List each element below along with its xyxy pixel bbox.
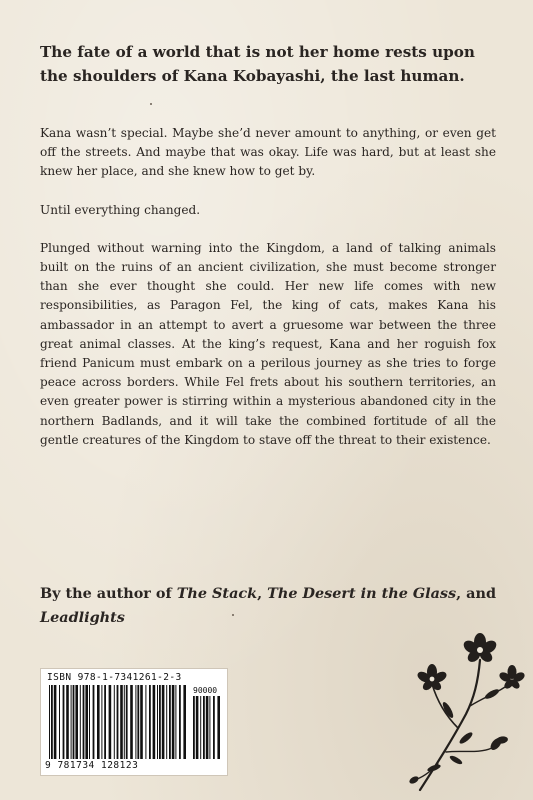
author-credit-prefix: By the author of — [40, 585, 177, 602]
barcode-bar — [89, 685, 90, 759]
barcode-bar — [104, 685, 106, 759]
barcode-bar — [200, 696, 201, 759]
author-credit-separator: , and — [456, 585, 497, 602]
barcode-bar — [63, 685, 65, 759]
barcode-bar — [183, 685, 186, 759]
barcode-bar — [93, 685, 95, 759]
barcode-bar — [162, 685, 165, 759]
price-code: 90000 — [193, 686, 218, 695]
barcode-bar — [130, 685, 133, 759]
barcode-bar — [175, 685, 176, 759]
flower-branch-illustration — [408, 622, 526, 792]
blurb — [40, 124, 496, 469]
barcode-bar — [73, 685, 75, 759]
barcode-bar — [80, 685, 81, 759]
barcode-bar — [179, 685, 181, 759]
cover-tagline: The fate of a world that is not her home rests upon the shoulders of Kana Kobayashi, the last human. — [40, 43, 475, 85]
blurb-paragraph-3: Plunged without warning into the Kingdom, a land of talking animals built on the ruins of an ancient civilization, she must become stronger than she ever thought she could. Her new life comes with new responsibilities, as Paragon Fel, the king of cats, makes Kana his ambassador in an attempt to avert a gruesome war between the three great animal classes. At the king’s request, Kana and her roguish fox friend Panicum must embark on a perilous journey as she tries to forge peace across borders. While Fel frets about his southern territories, an even greater power is stirring within a mysterious abandoned city in the northern Badlands, and it will take the combined fortitude of all the gentle creatures of the Kingdom to stave off the threat to their existence. — [40, 240, 496, 447]
barcode-bar — [166, 685, 167, 759]
barcode-bar — [153, 685, 156, 759]
barcode-bar — [157, 685, 158, 759]
barcode-bar — [172, 685, 175, 759]
barcode-bar — [124, 685, 125, 759]
barcode-bar — [209, 696, 210, 759]
barcode-bar — [137, 685, 139, 759]
barcode-bar — [71, 685, 72, 759]
barcode-bar — [193, 696, 195, 759]
barcode-bar — [49, 685, 50, 759]
barcode-bar — [75, 685, 78, 759]
ean-digits: 9 781734 128123 — [45, 760, 139, 771]
barcode-bar — [97, 685, 100, 759]
paper-speck — [150, 103, 152, 105]
ean-barcode-bars — [47, 685, 187, 759]
barcode-bar — [66, 685, 69, 759]
barcode-bar — [196, 696, 199, 759]
barcode-bar — [135, 685, 136, 759]
barcode-bar — [126, 685, 128, 759]
barcode-bar — [117, 685, 119, 759]
isbn-barcode — [40, 668, 228, 776]
barcode-bar — [109, 685, 112, 759]
barcode-bar — [140, 685, 143, 759]
book-title-leadlights: Leadlights — [40, 609, 125, 626]
barcode-bar — [85, 685, 88, 759]
blurb-paragraph-2: Until everything changed. — [40, 202, 201, 217]
book-title-the-stack: The Stack — [176, 585, 258, 602]
barcode-bar — [83, 685, 85, 759]
barcode-bar — [159, 685, 161, 759]
author-credit-separator: , — [257, 585, 268, 602]
barcode-bar — [213, 696, 215, 759]
barcode-bar — [203, 696, 205, 759]
isbn-number: ISBN 978-1-7341261-2-3 — [47, 672, 182, 683]
barcode-bar — [169, 685, 171, 759]
barcode-bar — [206, 696, 209, 759]
barcode-bar — [101, 685, 102, 759]
barcode-bar — [59, 685, 60, 759]
price-barcode-bars — [191, 696, 223, 759]
barcode-bar — [114, 685, 115, 759]
blurb-paragraph-1: Kana wasn’t special. Maybe she’d never amount to anything, or even get off the streets. And maybe that was okay. Life was hard, but at least she knew her place, and she knew how to get by. — [40, 126, 496, 179]
barcode-bar — [217, 696, 220, 759]
barcode-bar — [149, 685, 151, 759]
book-title-desert-in-the-glass: The Desert in the Glass — [267, 585, 457, 602]
barcode-bar — [51, 685, 53, 759]
barcode-bar — [120, 685, 123, 759]
barcode-bar — [54, 685, 57, 759]
barcode-bar — [145, 685, 146, 759]
